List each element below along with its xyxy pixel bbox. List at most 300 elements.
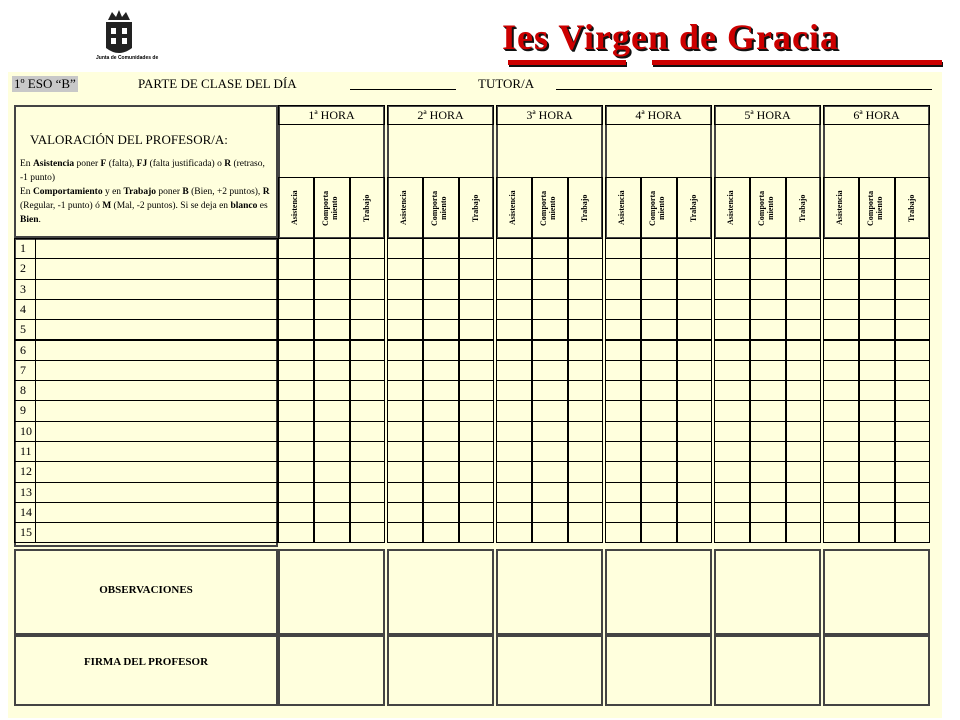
grade-cell[interactable] xyxy=(496,441,532,462)
grade-cell[interactable] xyxy=(423,360,459,381)
grade-cell[interactable] xyxy=(677,482,712,503)
grade-cell[interactable] xyxy=(823,502,859,523)
grade-cell[interactable] xyxy=(895,258,930,279)
grade-cell[interactable] xyxy=(823,400,859,421)
grade-cell[interactable] xyxy=(423,279,459,300)
grade-cell[interactable] xyxy=(677,279,712,300)
grade-cell[interactable] xyxy=(387,522,423,543)
grade-cell[interactable] xyxy=(641,441,677,462)
grade-cell[interactable] xyxy=(459,421,494,442)
grade-cell[interactable] xyxy=(750,238,786,259)
grade-cell[interactable] xyxy=(895,482,930,503)
grade-cell[interactable] xyxy=(387,360,423,381)
grade-cell[interactable] xyxy=(641,238,677,259)
grade-cell[interactable] xyxy=(278,380,314,401)
grade-cell[interactable] xyxy=(350,319,385,340)
grade-cell[interactable] xyxy=(895,380,930,401)
grade-cell[interactable] xyxy=(895,522,930,543)
grade-cell[interactable] xyxy=(677,258,712,279)
grade-cell[interactable] xyxy=(532,461,568,482)
grade-cell[interactable] xyxy=(532,319,568,340)
grade-cell[interactable] xyxy=(641,502,677,523)
grade-cell[interactable] xyxy=(278,482,314,503)
grade-cell[interactable] xyxy=(278,279,314,300)
grade-cell[interactable] xyxy=(750,441,786,462)
grade-cell[interactable] xyxy=(350,421,385,442)
grade-cell[interactable] xyxy=(750,461,786,482)
grade-cell[interactable] xyxy=(677,360,712,381)
grade-cell[interactable] xyxy=(750,340,786,361)
grade-cell[interactable] xyxy=(714,482,750,503)
grade-cell[interactable] xyxy=(714,421,750,442)
grade-cell[interactable] xyxy=(496,522,532,543)
grade-cell[interactable] xyxy=(714,360,750,381)
grade-cell[interactable] xyxy=(350,502,385,523)
grade-cell[interactable] xyxy=(750,258,786,279)
grade-cell[interactable] xyxy=(605,340,641,361)
grade-cell[interactable] xyxy=(786,319,821,340)
grade-cell[interactable] xyxy=(423,258,459,279)
grade-cell[interactable] xyxy=(423,319,459,340)
grade-cell[interactable] xyxy=(387,258,423,279)
grade-cell[interactable] xyxy=(859,238,895,259)
grade-cell[interactable] xyxy=(278,258,314,279)
grade-cell[interactable] xyxy=(714,340,750,361)
grade-cell[interactable] xyxy=(314,319,350,340)
grade-cell[interactable] xyxy=(423,502,459,523)
grade-cell[interactable] xyxy=(459,279,494,300)
subcolumn-label: Asistencia xyxy=(290,190,299,226)
grade-cell[interactable] xyxy=(677,238,712,259)
grade-cell[interactable] xyxy=(786,238,821,259)
grade-cell[interactable] xyxy=(568,482,603,503)
grade-cell[interactable] xyxy=(350,238,385,259)
grade-cell[interactable] xyxy=(568,421,603,442)
grade-cell[interactable] xyxy=(532,258,568,279)
grade-cell[interactable] xyxy=(605,238,641,259)
firma-field[interactable] xyxy=(823,635,930,706)
grade-cell[interactable] xyxy=(750,319,786,340)
grade-cell[interactable] xyxy=(895,461,930,482)
grade-cell[interactable] xyxy=(387,380,423,401)
grade-cell[interactable] xyxy=(823,340,859,361)
grade-cell[interactable] xyxy=(823,299,859,320)
grade-cell[interactable] xyxy=(859,258,895,279)
grade-cell[interactable] xyxy=(605,502,641,523)
subcolumn-label: Comporta miento xyxy=(866,190,884,226)
grade-cell[interactable] xyxy=(859,319,895,340)
grade-cell[interactable] xyxy=(605,319,641,340)
grade-cell[interactable] xyxy=(786,360,821,381)
grade-cell[interactable] xyxy=(823,522,859,543)
grade-cell[interactable] xyxy=(314,380,350,401)
grade-cell[interactable] xyxy=(568,279,603,300)
grade-cell[interactable] xyxy=(750,360,786,381)
observaciones-field[interactable] xyxy=(605,549,712,636)
grade-cell[interactable] xyxy=(677,380,712,401)
hora-label: 3ª HORA xyxy=(526,108,573,122)
grade-cell[interactable] xyxy=(532,400,568,421)
grade-cell[interactable] xyxy=(786,461,821,482)
grade-cell[interactable] xyxy=(568,360,603,381)
grade-cell[interactable] xyxy=(605,522,641,543)
subcolumn-label: Asistencia xyxy=(835,190,844,226)
grade-cell[interactable] xyxy=(677,441,712,462)
firma-field[interactable] xyxy=(496,635,603,706)
grade-cell[interactable] xyxy=(350,461,385,482)
grade-cell[interactable] xyxy=(714,502,750,523)
grade-cell[interactable] xyxy=(641,319,677,340)
grade-cell[interactable] xyxy=(532,421,568,442)
grade-cell[interactable] xyxy=(786,421,821,442)
grade-cell[interactable] xyxy=(895,360,930,381)
grade-cell[interactable] xyxy=(532,482,568,503)
grade-cell[interactable] xyxy=(786,258,821,279)
grade-cell[interactable] xyxy=(459,461,494,482)
grade-cell[interactable] xyxy=(387,319,423,340)
grade-cell[interactable] xyxy=(750,279,786,300)
grade-cell[interactable] xyxy=(859,340,895,361)
grade-cell[interactable] xyxy=(314,258,350,279)
grade-cell[interactable] xyxy=(677,340,712,361)
grade-cell[interactable] xyxy=(350,258,385,279)
grade-cell[interactable] xyxy=(823,441,859,462)
grade-cell[interactable] xyxy=(459,319,494,340)
grade-cell[interactable] xyxy=(423,400,459,421)
grade-cell[interactable] xyxy=(423,441,459,462)
grade-cell[interactable] xyxy=(568,502,603,523)
grade-cell[interactable] xyxy=(605,299,641,320)
grade-cell[interactable] xyxy=(714,279,750,300)
observaciones-field[interactable] xyxy=(496,549,603,636)
grade-cell[interactable] xyxy=(278,421,314,442)
grade-cell[interactable] xyxy=(314,522,350,543)
grade-cell[interactable] xyxy=(278,299,314,320)
observaciones-field[interactable] xyxy=(714,549,821,636)
grade-cell[interactable] xyxy=(568,258,603,279)
row-number: 8 xyxy=(20,383,26,398)
grade-cell[interactable] xyxy=(859,461,895,482)
grade-cell[interactable] xyxy=(532,340,568,361)
grade-cell[interactable] xyxy=(714,441,750,462)
grade-cell[interactable] xyxy=(459,360,494,381)
grade-cell[interactable] xyxy=(895,400,930,421)
grade-cell[interactable] xyxy=(859,502,895,523)
grade-cell[interactable] xyxy=(278,238,314,259)
grade-cell[interactable] xyxy=(823,380,859,401)
grade-cell[interactable] xyxy=(677,502,712,523)
grade-cell[interactable] xyxy=(568,400,603,421)
grade-cell[interactable] xyxy=(786,299,821,320)
grade-cell[interactable] xyxy=(278,522,314,543)
grade-cell[interactable] xyxy=(895,299,930,320)
grade-cell[interactable] xyxy=(605,380,641,401)
grade-cell[interactable] xyxy=(859,380,895,401)
grade-cell[interactable] xyxy=(350,522,385,543)
grade-cell[interactable] xyxy=(314,360,350,381)
grade-cell[interactable] xyxy=(641,299,677,320)
grade-cell[interactable] xyxy=(641,400,677,421)
grade-cell[interactable] xyxy=(496,299,532,320)
grade-cell[interactable] xyxy=(714,319,750,340)
grade-cell[interactable] xyxy=(423,380,459,401)
grade-cell[interactable] xyxy=(750,421,786,442)
grade-cell[interactable] xyxy=(641,461,677,482)
grade-cell[interactable] xyxy=(786,380,821,401)
grade-cell[interactable] xyxy=(459,299,494,320)
grade-cell[interactable] xyxy=(859,360,895,381)
grade-cell[interactable] xyxy=(278,360,314,381)
grade-cell[interactable] xyxy=(496,340,532,361)
seal-caption: Junta de Comunidades de xyxy=(96,55,159,61)
grade-cell[interactable] xyxy=(641,380,677,401)
grade-cell[interactable] xyxy=(459,258,494,279)
grade-cell[interactable] xyxy=(278,461,314,482)
grade-cell[interactable] xyxy=(459,380,494,401)
grade-cell[interactable] xyxy=(641,279,677,300)
grade-cell[interactable] xyxy=(750,380,786,401)
grade-cell[interactable] xyxy=(496,380,532,401)
grade-cell[interactable] xyxy=(423,522,459,543)
grade-cell[interactable] xyxy=(278,502,314,523)
grade-cell[interactable] xyxy=(786,279,821,300)
grade-cell[interactable] xyxy=(532,238,568,259)
grade-cell[interactable] xyxy=(496,502,532,523)
grade-cell[interactable] xyxy=(859,400,895,421)
grade-cell[interactable] xyxy=(532,360,568,381)
grade-cell[interactable] xyxy=(532,380,568,401)
grade-cell[interactable] xyxy=(568,380,603,401)
grade-cell[interactable] xyxy=(532,522,568,543)
grade-cell[interactable] xyxy=(823,238,859,259)
grade-cell[interactable] xyxy=(314,279,350,300)
observaciones-field[interactable] xyxy=(278,549,385,636)
grade-cell[interactable] xyxy=(714,258,750,279)
grade-cell[interactable] xyxy=(750,502,786,523)
grade-cell[interactable] xyxy=(314,421,350,442)
grade-cell[interactable] xyxy=(496,461,532,482)
firma-field[interactable] xyxy=(605,635,712,706)
grade-cell[interactable] xyxy=(605,441,641,462)
grade-cell[interactable] xyxy=(750,522,786,543)
grade-cell[interactable] xyxy=(314,461,350,482)
grade-cell[interactable] xyxy=(314,400,350,421)
grade-cell[interactable] xyxy=(823,258,859,279)
date-field[interactable] xyxy=(350,89,456,90)
grade-cell[interactable] xyxy=(714,461,750,482)
grade-cell[interactable] xyxy=(350,340,385,361)
grade-cell[interactable] xyxy=(314,340,350,361)
grade-cell[interactable] xyxy=(532,279,568,300)
grade-cell[interactable] xyxy=(677,522,712,543)
grade-cell[interactable] xyxy=(568,461,603,482)
grade-cell[interactable] xyxy=(387,502,423,523)
grade-cell[interactable] xyxy=(568,340,603,361)
grade-cell[interactable] xyxy=(496,360,532,381)
grade-cell[interactable] xyxy=(605,421,641,442)
grade-cell[interactable] xyxy=(677,461,712,482)
grade-cell[interactable] xyxy=(859,482,895,503)
grade-cell[interactable] xyxy=(605,461,641,482)
grade-cell[interactable] xyxy=(314,299,350,320)
subcolumn-label: Asistencia xyxy=(617,190,626,226)
grade-cell[interactable] xyxy=(605,482,641,503)
grade-cell[interactable] xyxy=(677,319,712,340)
grade-cell[interactable] xyxy=(278,340,314,361)
grade-cell[interactable] xyxy=(605,400,641,421)
grade-cell[interactable] xyxy=(568,319,603,340)
observaciones-field[interactable] xyxy=(823,549,930,636)
grade-cell[interactable] xyxy=(568,299,603,320)
row-number-cell xyxy=(14,279,278,300)
grade-cell[interactable] xyxy=(714,238,750,259)
grade-cell[interactable] xyxy=(350,360,385,381)
grade-cell[interactable] xyxy=(278,400,314,421)
grade-cell[interactable] xyxy=(350,380,385,401)
grade-cell[interactable] xyxy=(786,502,821,523)
grade-cell[interactable] xyxy=(496,421,532,442)
grade-cell[interactable] xyxy=(532,502,568,523)
row-number-cell xyxy=(14,522,278,543)
subcolumn-label: Asistencia xyxy=(508,190,517,226)
grade-cell[interactable] xyxy=(859,279,895,300)
grade-cell[interactable] xyxy=(423,238,459,259)
grade-cell[interactable] xyxy=(750,299,786,320)
grade-cell[interactable] xyxy=(459,482,494,503)
grade-cell[interactable] xyxy=(823,360,859,381)
grade-cell[interactable] xyxy=(314,482,350,503)
grade-cell[interactable] xyxy=(750,482,786,503)
grade-cell[interactable] xyxy=(786,400,821,421)
grade-cell[interactable] xyxy=(532,441,568,462)
grade-cell[interactable] xyxy=(387,400,423,421)
grade-cell[interactable] xyxy=(496,482,532,503)
grade-cell[interactable] xyxy=(605,258,641,279)
grade-cell[interactable] xyxy=(677,421,712,442)
grade-cell[interactable] xyxy=(641,482,677,503)
grade-cell[interactable] xyxy=(459,340,494,361)
grade-cell[interactable] xyxy=(350,400,385,421)
grade-cell[interactable] xyxy=(677,400,712,421)
grade-cell[interactable] xyxy=(786,340,821,361)
grade-cell[interactable] xyxy=(459,441,494,462)
grade-cell[interactable] xyxy=(350,482,385,503)
hora-label: 2ª HORA xyxy=(417,108,464,122)
grade-cell[interactable] xyxy=(895,502,930,523)
grade-cell[interactable] xyxy=(823,482,859,503)
grade-cell[interactable] xyxy=(459,522,494,543)
grade-cell[interactable] xyxy=(387,279,423,300)
grade-cell[interactable] xyxy=(496,238,532,259)
grade-cell[interactable] xyxy=(786,482,821,503)
grade-cell[interactable] xyxy=(496,279,532,300)
firma-field[interactable] xyxy=(714,635,821,706)
grade-cell[interactable] xyxy=(423,461,459,482)
grade-cell[interactable] xyxy=(387,238,423,259)
row-number-cell xyxy=(14,421,278,442)
grade-cell[interactable] xyxy=(714,522,750,543)
grade-cell[interactable] xyxy=(423,482,459,503)
grade-cell[interactable] xyxy=(895,319,930,340)
row-number: 3 xyxy=(20,281,26,296)
grade-cell[interactable] xyxy=(859,299,895,320)
grade-cell[interactable] xyxy=(859,522,895,543)
grade-cell[interactable] xyxy=(350,279,385,300)
grade-cell[interactable] xyxy=(677,299,712,320)
grade-cell[interactable] xyxy=(423,340,459,361)
grade-cell[interactable] xyxy=(278,319,314,340)
grade-cell[interactable] xyxy=(496,319,532,340)
grade-cell[interactable] xyxy=(605,279,641,300)
grade-cell[interactable] xyxy=(568,238,603,259)
grade-cell[interactable] xyxy=(568,441,603,462)
grade-cell[interactable] xyxy=(387,421,423,442)
grade-cell[interactable] xyxy=(278,441,314,462)
tutor-field[interactable] xyxy=(556,89,932,90)
grade-cell[interactable] xyxy=(714,380,750,401)
grade-cell[interactable] xyxy=(641,421,677,442)
observaciones-field[interactable] xyxy=(387,549,494,636)
grade-cell[interactable] xyxy=(387,461,423,482)
grade-cell[interactable] xyxy=(605,360,641,381)
grade-cell[interactable] xyxy=(459,400,494,421)
grade-cell[interactable] xyxy=(459,502,494,523)
grade-cell[interactable] xyxy=(823,421,859,442)
grade-cell[interactable] xyxy=(786,522,821,543)
grade-cell[interactable] xyxy=(895,238,930,259)
grade-cell[interactable] xyxy=(750,400,786,421)
grade-cell[interactable] xyxy=(387,482,423,503)
grade-cell[interactable] xyxy=(895,279,930,300)
grade-cell[interactable] xyxy=(314,502,350,523)
grade-cell[interactable] xyxy=(714,400,750,421)
grade-cell[interactable] xyxy=(859,421,895,442)
row-number: 5 xyxy=(20,322,26,337)
grade-cell[interactable] xyxy=(314,441,350,462)
firma-field[interactable] xyxy=(387,635,494,706)
firma-field[interactable] xyxy=(278,635,385,706)
grade-cell[interactable] xyxy=(496,400,532,421)
grade-cell[interactable] xyxy=(532,299,568,320)
grade-cell[interactable] xyxy=(823,319,859,340)
subcolumn-label: Trabajo xyxy=(362,194,371,222)
grade-cell[interactable] xyxy=(350,299,385,320)
grade-cell[interactable] xyxy=(786,441,821,462)
grade-cell[interactable] xyxy=(568,522,603,543)
grade-cell[interactable] xyxy=(823,461,859,482)
grade-cell[interactable] xyxy=(895,340,930,361)
grade-cell[interactable] xyxy=(859,441,895,462)
grade-cell[interactable] xyxy=(641,522,677,543)
grade-cell[interactable] xyxy=(641,258,677,279)
grade-cell[interactable] xyxy=(387,340,423,361)
grade-cell[interactable] xyxy=(423,299,459,320)
grade-cell[interactable] xyxy=(387,299,423,320)
grade-cell[interactable] xyxy=(350,441,385,462)
grade-cell[interactable] xyxy=(496,258,532,279)
subcolumn-label: Asistencia xyxy=(399,190,408,226)
grade-cell[interactable] xyxy=(314,238,350,259)
grade-cell[interactable] xyxy=(387,441,423,462)
grade-cell[interactable] xyxy=(641,360,677,381)
grade-cell[interactable] xyxy=(895,441,930,462)
grade-cell[interactable] xyxy=(641,340,677,361)
grade-cell[interactable] xyxy=(823,279,859,300)
grade-cell[interactable] xyxy=(423,421,459,442)
grade-cell[interactable] xyxy=(459,238,494,259)
grade-cell[interactable] xyxy=(714,299,750,320)
grade-cell[interactable] xyxy=(895,421,930,442)
